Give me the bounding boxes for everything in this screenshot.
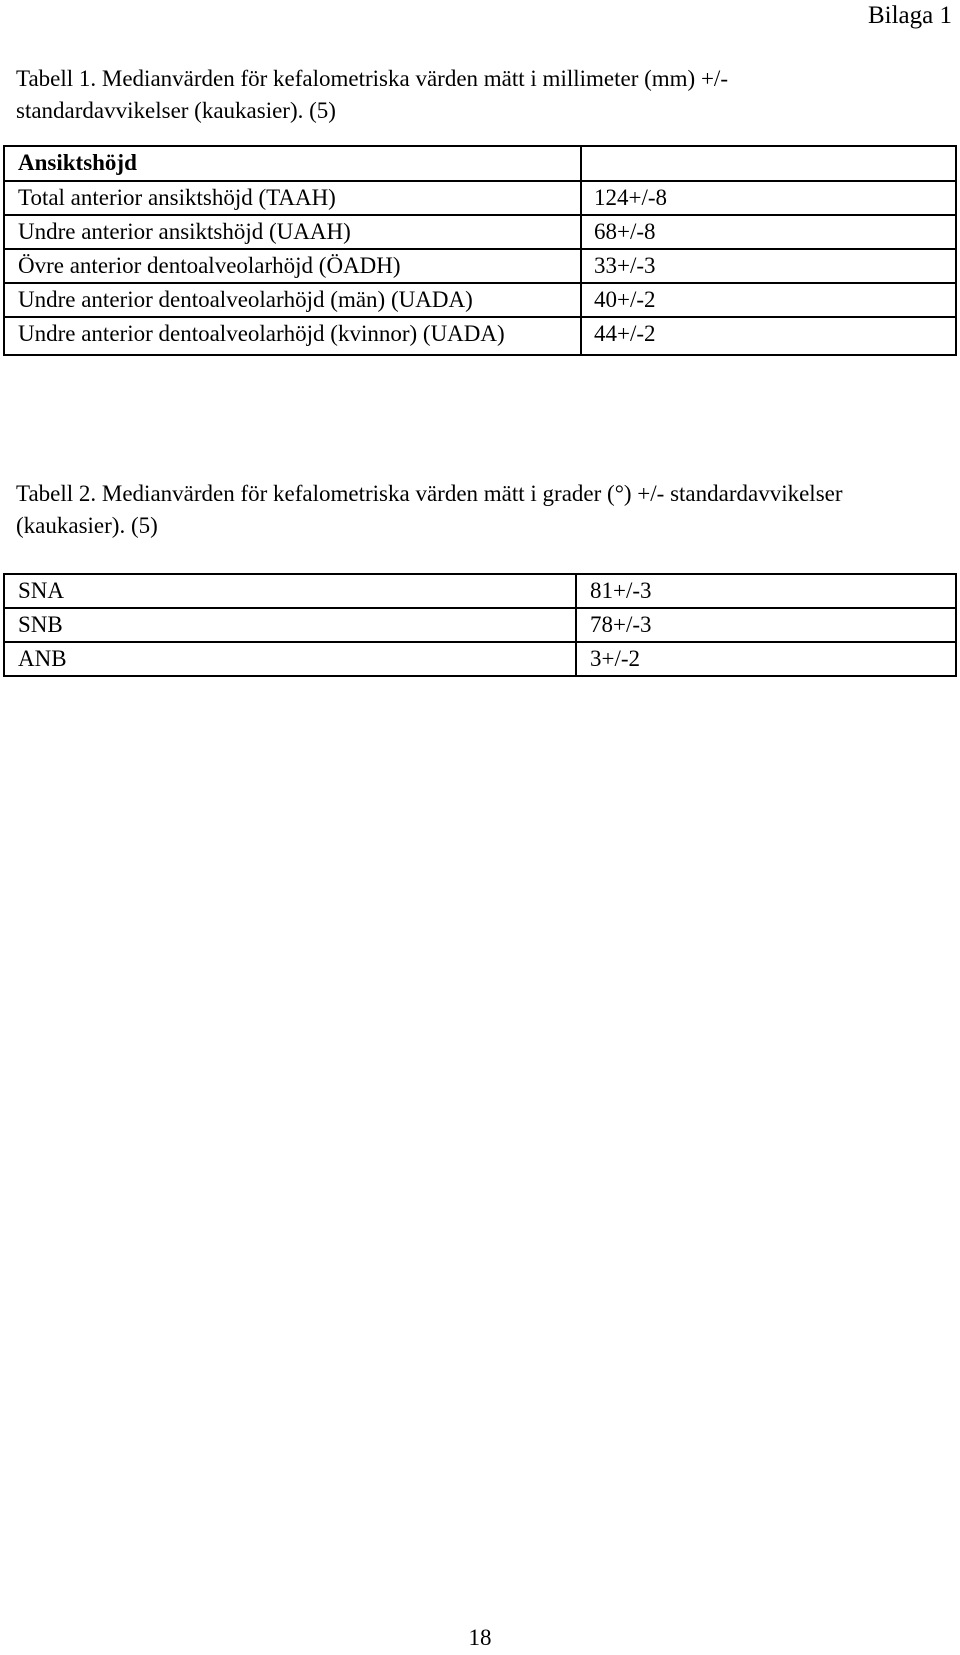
row-value: 33+/-3 bbox=[581, 249, 956, 283]
angle-table bbox=[3, 573, 957, 677]
row-label: SNB bbox=[4, 608, 576, 642]
table1-caption: Tabell 1. Medianvärden för kefalometriska värden mätt i millimeter (mm) +/- standardavvikelser (kaukasier). (5) bbox=[16, 66, 728, 123]
table-row bbox=[4, 317, 956, 355]
table-header-row bbox=[4, 146, 956, 181]
row-label: ANB bbox=[4, 642, 576, 676]
row-label: Undre anterior ansiktshöjd (UAAH) bbox=[4, 215, 581, 249]
appendix-label: Bilaga 1 bbox=[867, 2, 952, 29]
row-value: 68+/-8 bbox=[581, 215, 956, 249]
table-row bbox=[4, 249, 956, 283]
row-label: SNA bbox=[4, 574, 576, 608]
table2-caption: Tabell 2. Medianvärden för kefalometriska värden mätt i grader (°) +/- standardavvikelser (kaukasier). (5) bbox=[16, 481, 843, 538]
row-value: 44+/-2 bbox=[581, 317, 956, 355]
row-value: 78+/-3 bbox=[576, 608, 956, 642]
row-label: Övre anterior dentoalveolarhöjd (ÖADH) bbox=[4, 249, 581, 283]
table-row bbox=[4, 181, 956, 215]
table-row bbox=[4, 608, 956, 642]
row-value: 124+/-8 bbox=[581, 181, 956, 215]
table-header-value bbox=[581, 146, 956, 181]
row-label: Undre anterior dentoalveolarhöjd (kvinnor) (UADA) bbox=[4, 317, 581, 355]
row-value: 40+/-2 bbox=[581, 283, 956, 317]
row-value: 3+/-2 bbox=[576, 642, 956, 676]
table-row bbox=[4, 215, 956, 249]
page-number: 18 bbox=[468, 1625, 492, 1650]
row-value: 81+/-3 bbox=[576, 574, 956, 608]
table-row bbox=[4, 642, 956, 676]
table-row bbox=[4, 574, 956, 608]
facial-height-table bbox=[3, 145, 957, 356]
table-header-label: Ansiktshöjd bbox=[4, 146, 581, 181]
row-label: Total anterior ansiktshöjd (TAAH) bbox=[4, 181, 581, 215]
table-row bbox=[4, 283, 956, 317]
row-label: Undre anterior dentoalveolarhöjd (män) (UADA) bbox=[4, 283, 581, 317]
